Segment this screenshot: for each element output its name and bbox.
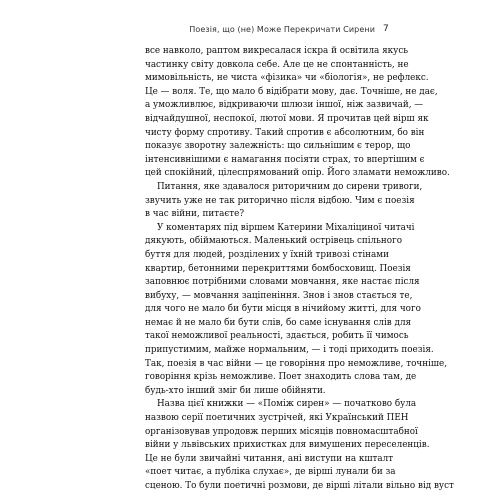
text-line: такої неможливої реальності, здається, робить її чимось — [145, 331, 409, 342]
text-line: Це не були звичайні читання, ані виступи на кшталт — [145, 453, 394, 464]
text-line: звучить уже не так риторично після відбою. Чим є поезія — [145, 195, 415, 206]
text-line: Назва цієї книжки — «Поміж сирен» — початково була — [157, 399, 417, 410]
text-line: дякують, обіймаються. Маленький острівець спільного — [145, 236, 402, 247]
body-text — [145, 45, 454, 494]
text-line: припустимим, майже нормальним, — і тоді приходить поезія. — [145, 345, 434, 356]
text-line: чисту форму спротиву. Такий спротив є абсолютним, бо він — [145, 127, 425, 138]
text-line: говоріння крізь неможливе. Поет знаходить слова там, де — [145, 372, 417, 383]
text-line: немає й не мало би бути слів, бо саме існування слів для — [145, 317, 412, 328]
text-line: сценою. То були поетичні розмови, де вірші літали вільно від вуст — [145, 481, 454, 491]
text-line: показує зворотну залежність: що сильнішим є терор, що — [145, 141, 411, 152]
text-line: частинку світу довкола себе. Але це не спонтанність, не — [145, 59, 409, 70]
text-line: відчайдушної, неспокої, лютої мови. Я прочитав цей вірш як — [145, 113, 429, 124]
text-line: будь-хто інший зміг би лише обійняти. — [145, 385, 326, 396]
running-header: Поезія, що (не) Може Перекричати Сирени — [189, 25, 375, 34]
text-line: заповнює потрібними словами мовчання, яке настає після — [145, 277, 420, 288]
text-line: Питання, яке здавалося риторичним до сирени тривоги, — [157, 181, 423, 192]
page-number: 7 — [383, 24, 389, 34]
text-line: квартир, бетонними перекриттями бомбосховищ. Поезія — [145, 263, 411, 274]
text-line: в час війни, питаєте? — [145, 209, 245, 220]
text-line: інтенсивнішими є намагання посіяти страх, то впертішим є — [145, 154, 425, 165]
text-line: для чого не мало би бути місця в нічийому житті, для чого — [145, 304, 421, 315]
text-line: «поет читає, а публіка слухає», де вірші лунали би за — [145, 467, 396, 478]
text-line: мимовільність, не чиста «фізика» чи «біологія», не рефлекс. — [145, 73, 429, 84]
paragraph-3 — [145, 222, 448, 399]
text-line: назвою серії поетичних зустрічей, які Український ПЕН — [145, 413, 409, 424]
paragraph-1 — [145, 45, 450, 181]
text-line: все навколо, раптом викресалася іскра й освітила якусь — [145, 46, 409, 56]
text-line: Так, поезія в час війни — це говоріння про неможливе, точніше, — [145, 358, 448, 369]
text-line: буття для людей, розділених у їхній тривозі стінами — [145, 249, 389, 260]
text-line: цей спокійний, цілеспрямований опір. Його зламати неможливо. — [145, 168, 450, 179]
text-line: війни у львівських прихистках для вимушених переселенців. — [145, 440, 430, 451]
text-line: Це — воля. Те, що мало б відібрати мову, дає. Точніше, не дає, — [145, 86, 438, 97]
text-line: вибуху, — мовчання заціпеніння. Знов і знов стається те, — [145, 290, 413, 301]
text-line: У коментарях під віршем Катерини Міхаліциної читачі — [157, 222, 415, 233]
paragraph-2 — [145, 181, 423, 222]
text-line: а уможливлює, відкриваючи шлюзи іншої, ніж зазвичай, — — [145, 100, 424, 111]
text-line: організовував упродовж перших місяців повномасштабної — [145, 426, 418, 437]
paragraph-4 — [145, 398, 454, 493]
